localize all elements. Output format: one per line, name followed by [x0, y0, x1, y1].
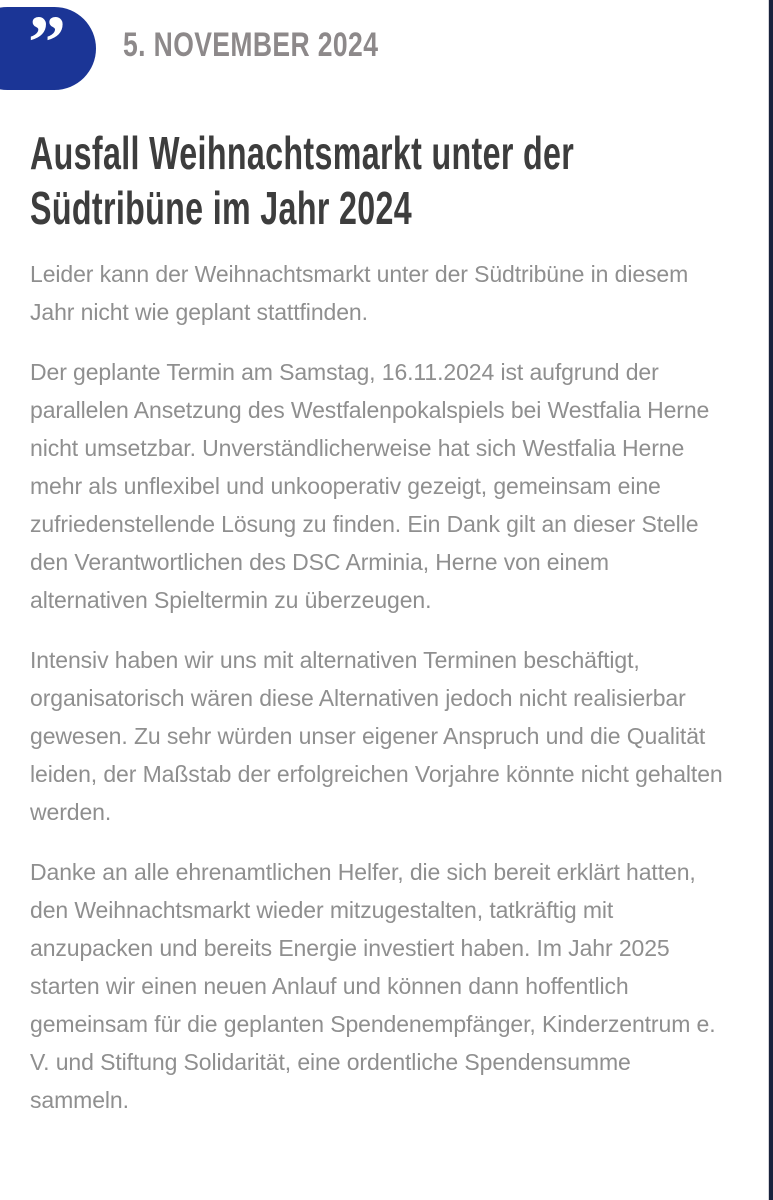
article-title: Ausfall Weihnachtsmarkt unter der Südtribüne im Jahr 2024	[30, 127, 575, 234]
quote-icon: ”	[28, 0, 66, 85]
article-body	[30, 255, 730, 1141]
article-date: 5. NOVEMBER 2024	[123, 26, 379, 64]
page-edge-strip	[768, 0, 773, 1200]
article-paragraph: Leider kann der Weihnachtsmarkt unter der Südtribüne in diesem Jahr nicht wie geplant stattfinden.	[30, 261, 689, 325]
article-paragraph: Intensiv haben wir uns mit alternativen Terminen beschäftigt, organisatorisch wären diese Alternativen jedoch nicht realisierbar gewesen. Zu sehr würden unser eigener Anspruch und die Qualität leiden, der Maßstab der erfolgreichen Vorjahre könnte nicht gehalten werden.	[30, 647, 723, 825]
article-paragraph: Danke an alle ehrenamtlichen Helfer, die sich bereit erklärt hatten, den Weihnachtsmarkt wieder mitzugestalten, tatkräftig mit anzupacken und bereits Energie investiert haben. Im Jahr 2025 starten wir einen neuen Anlauf und können dann hoffentlich gemeinsam für die geplanten Spendenempfänger, Kinderzentrum e. V. und Stiftung Solidarität, eine ordentliche Spendensumme sammeln.	[30, 859, 716, 1113]
article-paragraph: Der geplante Termin am Samstag, 16.11.2024 ist aufgrund der parallelen Ansetzung des Westfalenpokalspiels bei Westfalia Herne nicht umsetzbar. Unverständlicherweise hat sich Westfalia Herne mehr als unflexibel und unkooperativ gezeigt, gemeinsam eine zufriedenstellende Lösung zu finden. Ein Dank gilt an dieser Stelle den Verantwortlichen des DSC Arminia, Herne von einem alternativen Spieltermin zu überzeugen.	[30, 359, 710, 613]
quote-badge	[0, 0, 96, 90]
